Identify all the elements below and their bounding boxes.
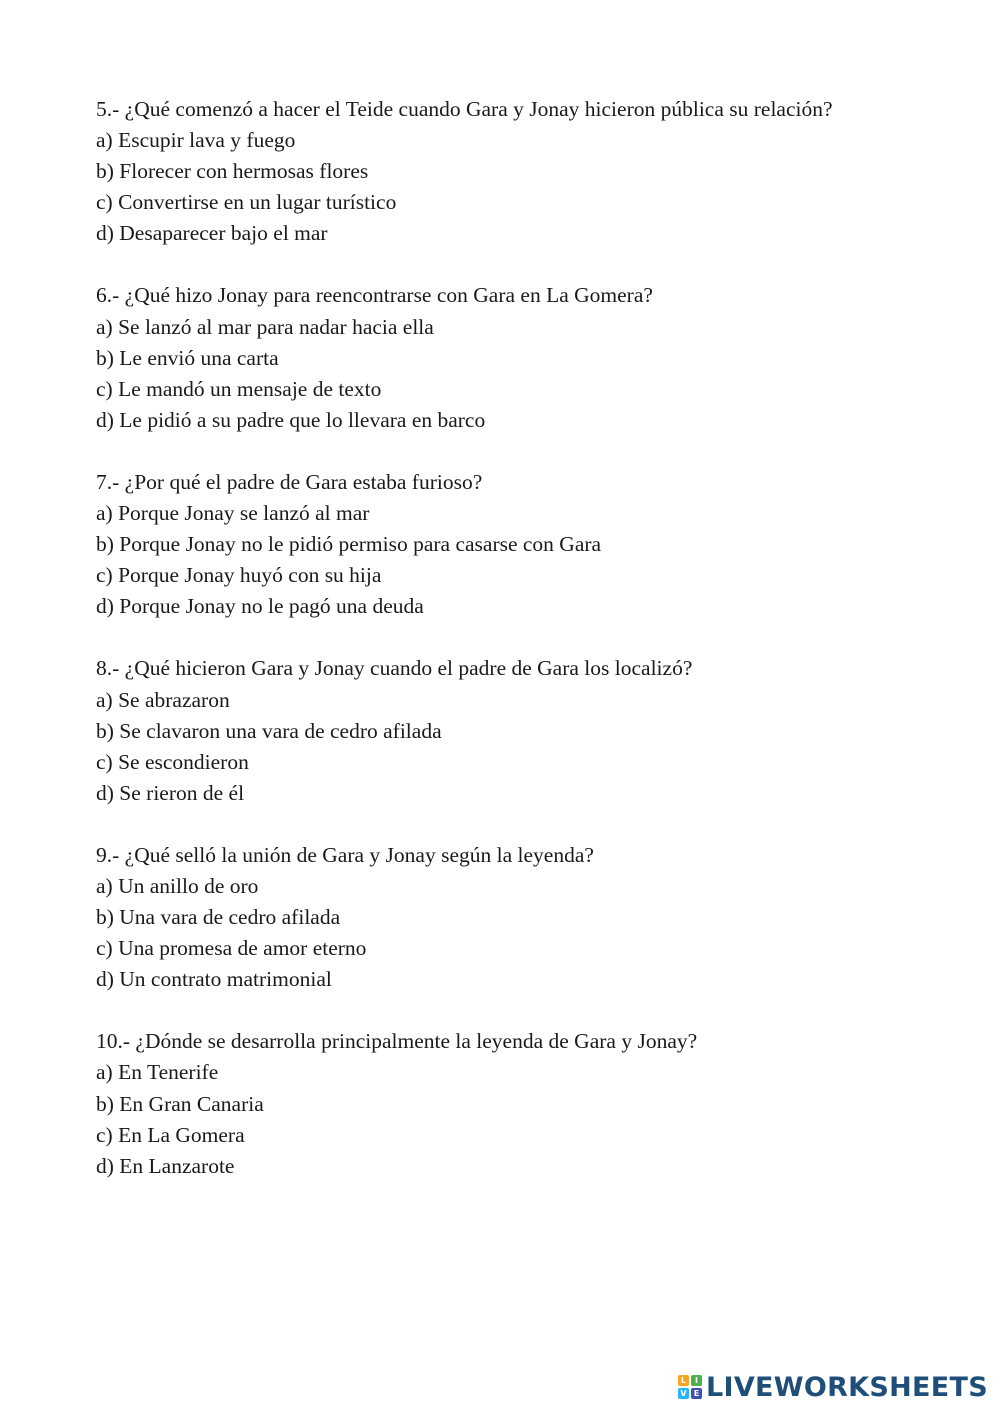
logo-mark-tile: E <box>691 1388 702 1399</box>
question-prompt: 6.- ¿Qué hizo Jonay para reencontrarse con Gara en La Gomera? <box>96 283 653 308</box>
question-block <box>96 467 976 622</box>
question-block <box>96 653 976 808</box>
answer-option: a) Escupir lava y fuego <box>96 128 296 153</box>
answer-option: c) Le mandó un mensaje de texto <box>96 376 382 401</box>
answer-option: a) Se abrazaron <box>96 687 230 712</box>
answer-option: d) Porque Jonay no le pagó una deuda <box>96 594 424 619</box>
answer-option: b) Porque Jonay no le pidió permiso para casarse con Gara <box>96 532 602 557</box>
liveworksheets-logo <box>678 1370 988 1404</box>
question-prompt: 8.- ¿Qué hicieron Gara y Jonay cuando el padre de Gara los localizó? <box>96 656 693 681</box>
answer-option: b) En Gran Canaria <box>96 1091 264 1116</box>
question-prompt: 10.- ¿Dónde se desarrolla principalmente la leyenda de Gara y Jonay? <box>96 1029 698 1054</box>
answer-option: c) Se escondieron <box>96 749 249 774</box>
answer-option: d) Desaparecer bajo el mar <box>96 221 328 246</box>
answer-option: d) En Lanzarote <box>96 1153 235 1178</box>
answer-option: c) Convertirse en un lugar turístico <box>96 190 397 215</box>
answer-option: a) Un anillo de oro <box>96 873 259 898</box>
answer-option: b) Una vara de cedro afilada <box>96 905 341 930</box>
answer-option: a) En Tenerife <box>96 1060 219 1085</box>
question-prompt: 7.- ¿Por qué el padre de Gara estaba furioso? <box>96 469 483 494</box>
logo-mark-tile: V <box>678 1388 689 1399</box>
answer-option: a) Porque Jonay se lanzó al mar <box>96 501 370 526</box>
logo-wordmark: LIVEWORKSHEETS <box>705 1371 988 1403</box>
logo-mark-tile: L <box>678 1375 689 1386</box>
answer-option: d) Un contrato matrimonial <box>96 967 332 992</box>
answer-option: c) En La Gomera <box>96 1122 245 1147</box>
liveworksheets-logo-icon <box>678 1375 702 1399</box>
answer-option: a) Se lanzó al mar para nadar hacia ella <box>96 314 434 339</box>
answer-option: b) Le envió una carta <box>96 345 279 370</box>
question-prompt: 9.- ¿Qué selló la unión de Gara y Jonay según la leyenda? <box>96 842 594 867</box>
question-block <box>96 280 976 435</box>
question-prompt: 5.- ¿Qué comenzó a hacer el Teide cuando Gara y Jonay hicieron pública su relación? <box>96 97 833 121</box>
question-block <box>96 1026 976 1181</box>
answer-option: c) Una promesa de amor eterno <box>96 936 367 961</box>
answer-option: b) Florecer con hermosas flores <box>96 159 369 184</box>
answer-option: d) Se rieron de él <box>96 780 245 805</box>
question-block <box>96 94 976 249</box>
logo-mark-tile: I <box>691 1375 702 1386</box>
answer-option: d) Le pidió a su padre que lo llevara en barco <box>96 407 486 432</box>
answer-option: c) Porque Jonay huyó con su hija <box>96 563 382 588</box>
answer-option: b) Se clavaron una vara de cedro afilada <box>96 718 442 743</box>
question-block <box>96 840 976 995</box>
worksheet-body <box>96 94 976 1213</box>
